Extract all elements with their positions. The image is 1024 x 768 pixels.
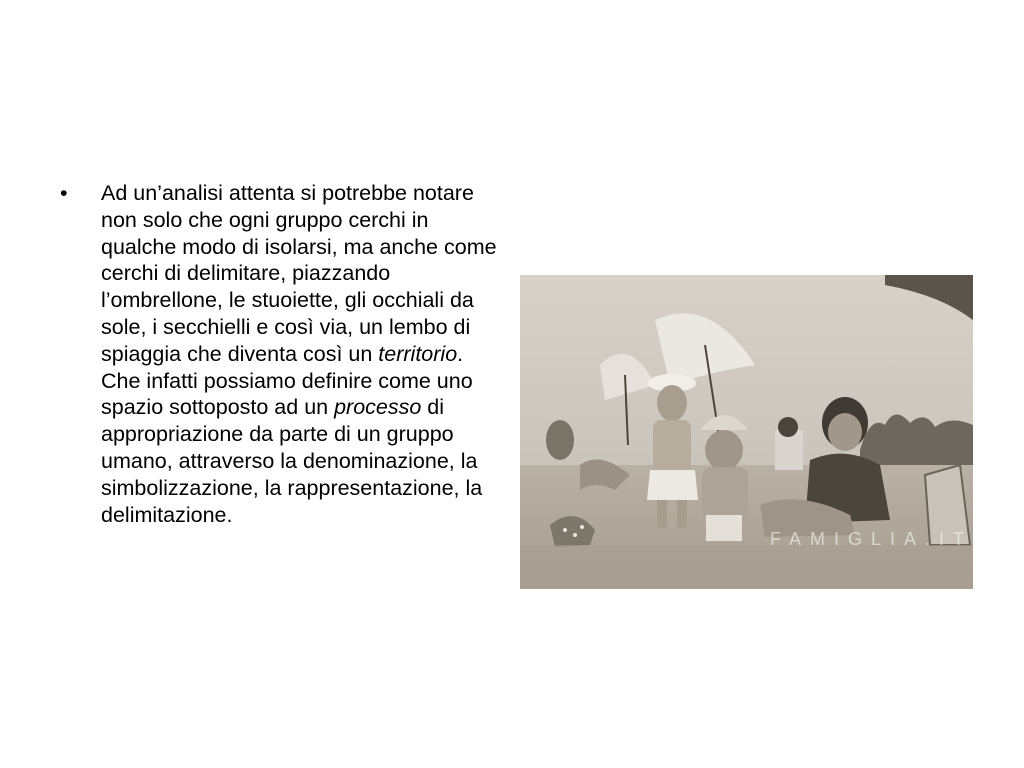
bullet-paragraph [101, 180, 501, 528]
paragraph-part-3: di appropriazione da parte di un gruppo umano, attraverso la denominazione, la simbolizzazione, la rappresentazione, la delimitazione. [101, 395, 483, 527]
italic-term-territorio: territorio [378, 341, 458, 366]
beach-family-photo [520, 275, 973, 589]
bullet-marker: • [60, 181, 68, 205]
photo-watermark: FAMIGLIA.IT [770, 529, 973, 549]
bullet-item [60, 180, 500, 528]
italic-term-processo: processo [334, 395, 422, 420]
paragraph-part-1: Ad un’analisi attenta si potrebbe notare non solo che ogni gruppo cerchi in qualche modo di isolarsi, ma anche come cerchi di delimitare, piazzando l’ombrellone, le stuoiette, gli occhiali da sole, i secchielli e così via, un lembo di spiaggia che diventa così un [101, 181, 497, 366]
paragraph-part-2: . Che infatti possiamo definire come uno spazio sottoposto ad un [101, 341, 473, 420]
